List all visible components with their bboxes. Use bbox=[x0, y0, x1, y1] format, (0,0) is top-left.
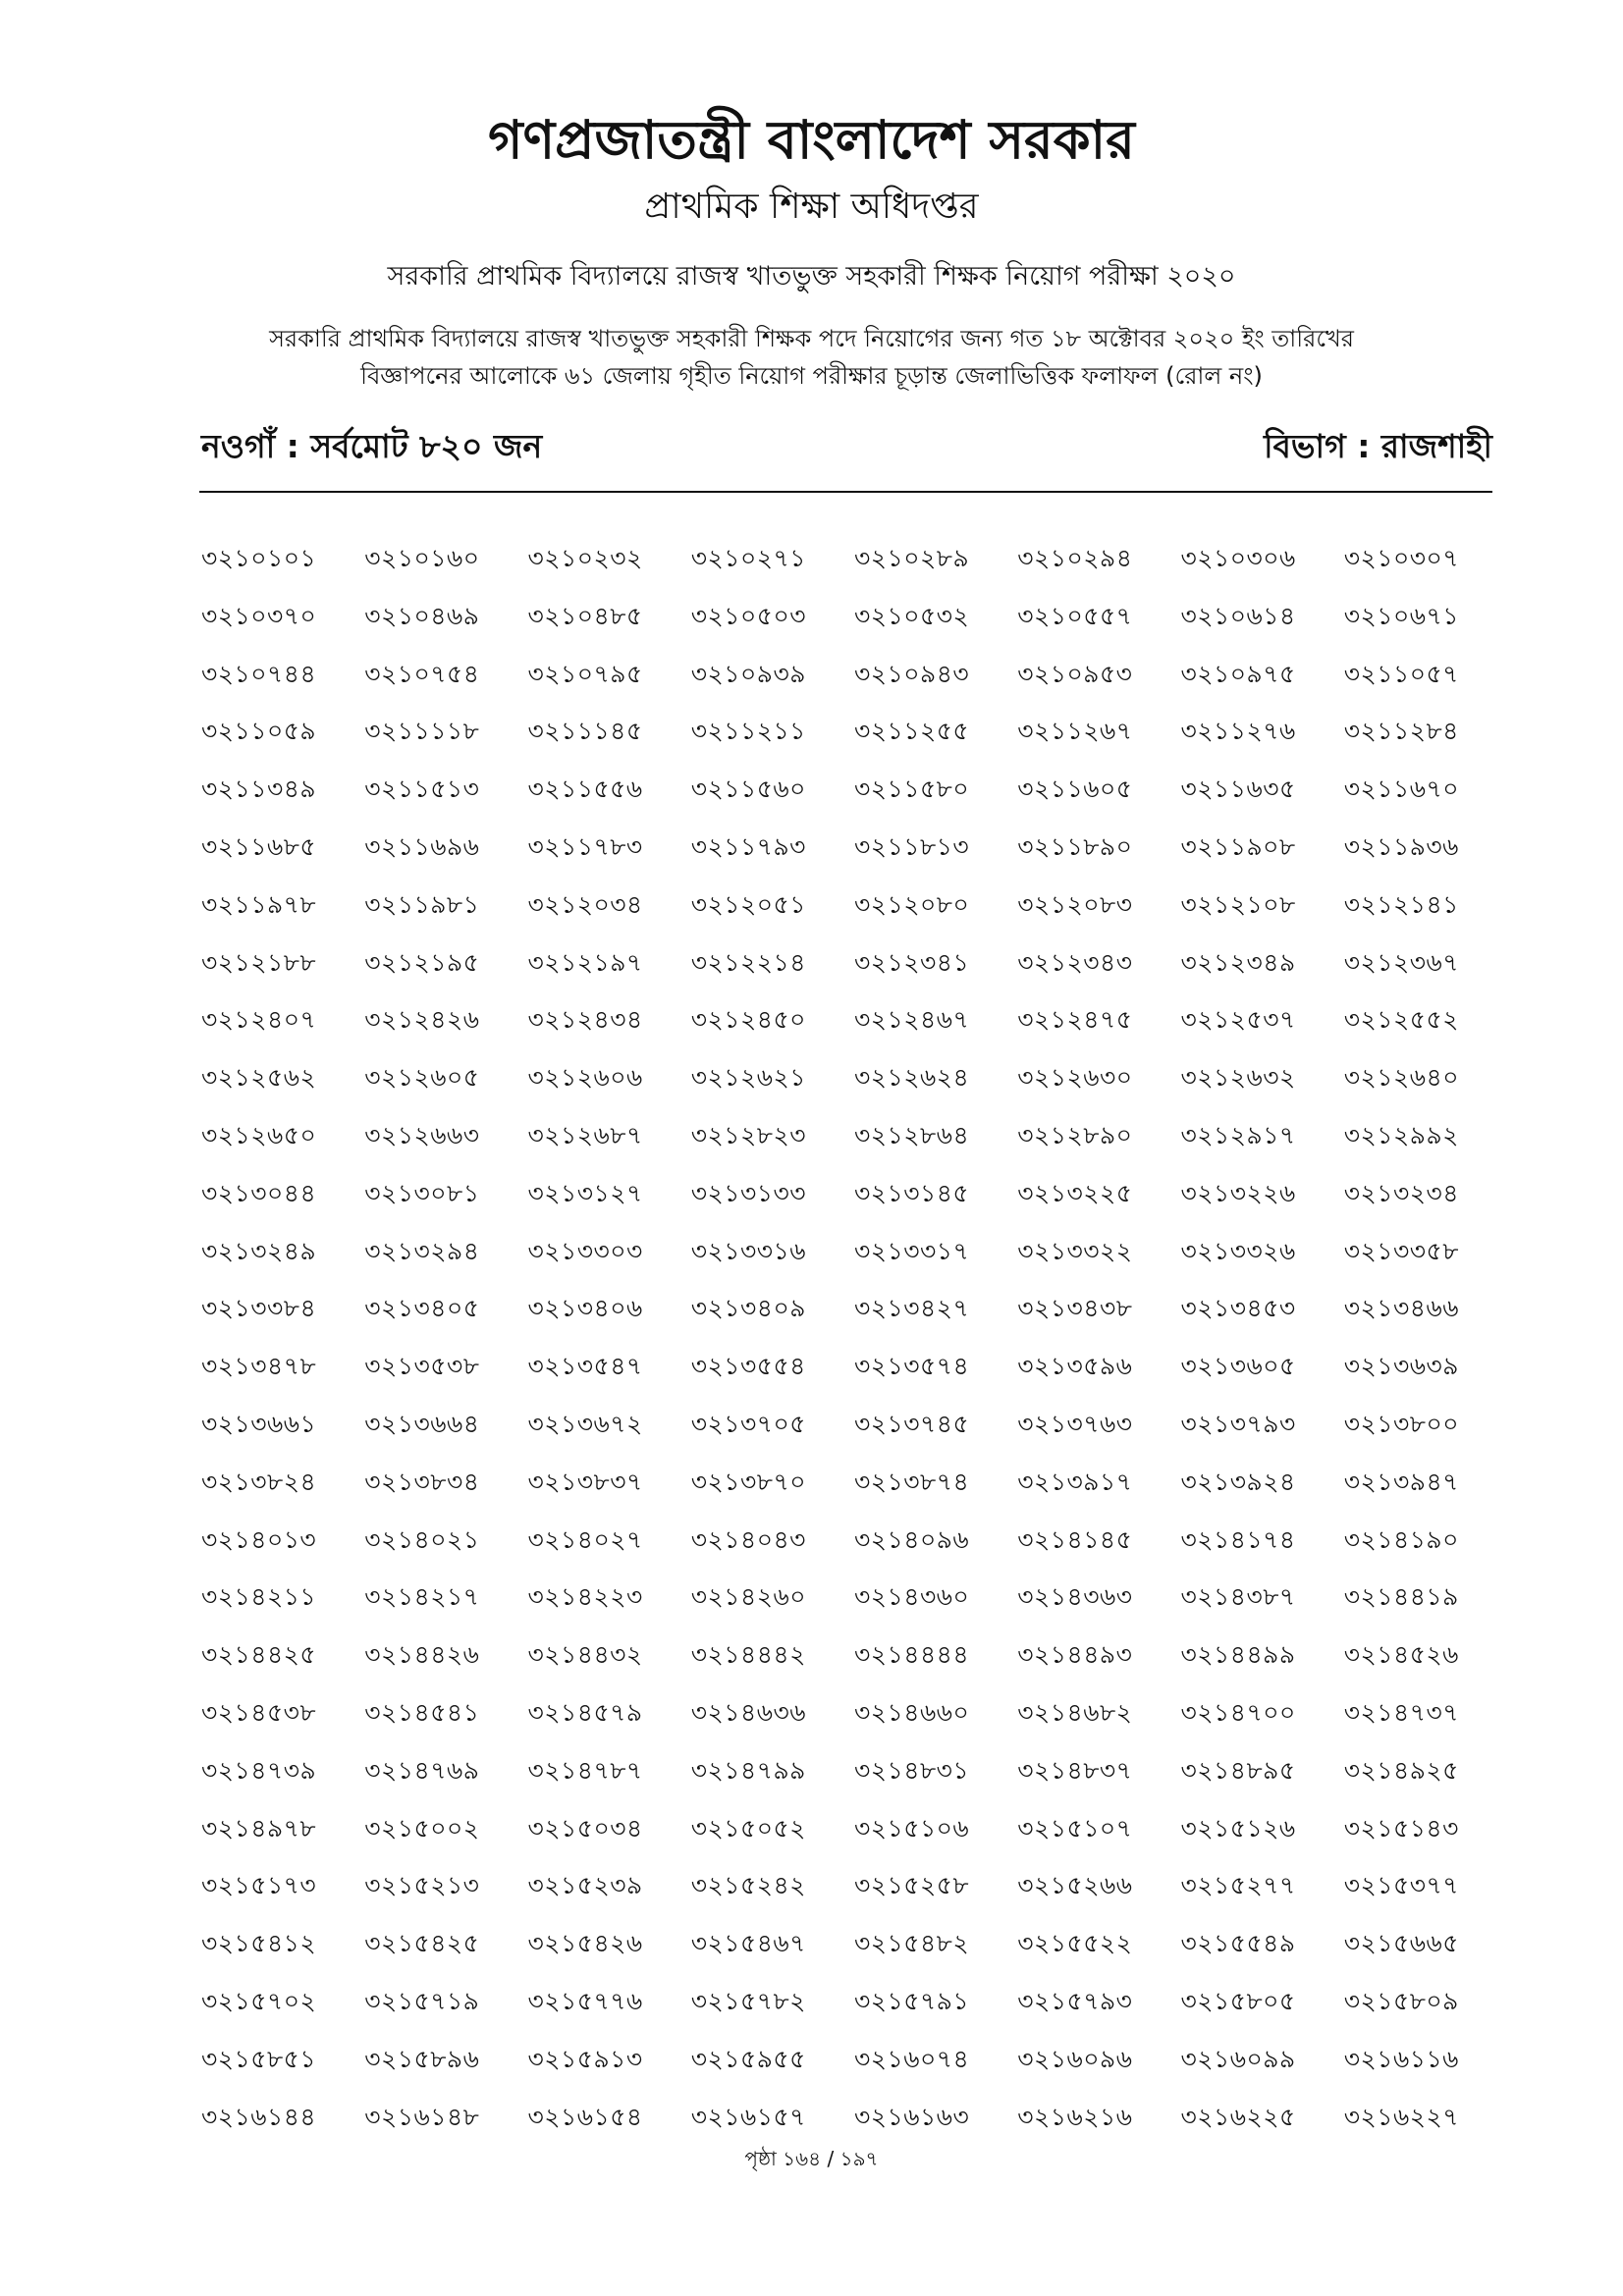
roll-number: ৩২১২৯১৭ bbox=[1180, 1120, 1296, 1149]
roll-number: ৩২১৩৬৬৪ bbox=[364, 1409, 480, 1438]
roll-number: ৩২১৫৯৫৫ bbox=[690, 2044, 806, 2073]
roll-number: ৩২১২৯৯২ bbox=[1343, 1120, 1459, 1149]
roll-number: ৩২১৪৭৬৯ bbox=[364, 1755, 480, 1785]
roll-number: ৩২১৩১৩৩ bbox=[690, 1178, 806, 1207]
roll-number: ৩২১৩৬৬১ bbox=[201, 1409, 317, 1438]
roll-number: ৩২১১৮৯০ bbox=[1017, 831, 1133, 861]
roll-number-grid bbox=[201, 530, 1507, 2146]
page-title: গণপ্রজাতন্ত্রী বাংলাদেশ সরকার bbox=[488, 109, 1135, 171]
roll-number: ৩২১৬২২৫ bbox=[1180, 2102, 1296, 2131]
roll-number: ৩২১৪৫২৬ bbox=[1343, 1640, 1459, 1670]
roll-number: ৩২১৪৯২৫ bbox=[1343, 1755, 1459, 1785]
roll-number: ৩২১৪৭৩৭ bbox=[1343, 1697, 1459, 1727]
roll-number: ৩২১২১০৮ bbox=[1180, 889, 1296, 919]
roll-number: ৩২১৩২৯৪ bbox=[364, 1236, 480, 1265]
roll-number: ৩২১৩৫৫৪ bbox=[690, 1352, 806, 1381]
roll-number: ৩২১২৩৪৩ bbox=[1017, 947, 1133, 977]
roll-number: ৩২১০৬৭১ bbox=[1343, 601, 1459, 630]
roll-number: ৩২১২৪৫০ bbox=[690, 1005, 806, 1035]
roll-number: ৩২১৩৯৪৭ bbox=[1343, 1467, 1459, 1496]
roll-number: ৩২১২৬৬৩ bbox=[364, 1120, 480, 1149]
roll-number: ৩২১৩৩২৬ bbox=[1180, 1236, 1296, 1265]
roll-number: ৩২১৬১৫৭ bbox=[690, 2102, 806, 2131]
roll-number: ৩২১৫৮০৫ bbox=[1180, 1986, 1296, 2015]
roll-number: ৩২১২৪৩৪ bbox=[527, 1005, 643, 1035]
roll-number: ৩২১৩৩৫৮ bbox=[1343, 1236, 1459, 1265]
roll-number: ৩২১১১৪৫ bbox=[527, 717, 643, 746]
roll-number: ৩২১৫২৩৯ bbox=[527, 1871, 643, 1900]
roll-number: ৩২১০৭৯৫ bbox=[527, 659, 643, 688]
roll-number: ৩২১১৭৮৩ bbox=[527, 831, 643, 861]
roll-number: ৩২১৪৭৯৯ bbox=[690, 1755, 806, 1785]
roll-number: ৩২১২০৩৪ bbox=[527, 889, 643, 919]
roll-number: ৩২১৪৯৭৮ bbox=[201, 1813, 317, 1842]
roll-number: ৩২১৫৭৭৬ bbox=[527, 1986, 643, 2015]
roll-number: ৩২১৩৪০৬ bbox=[527, 1294, 643, 1323]
roll-number: ৩২১৬১৪৪ bbox=[201, 2102, 317, 2131]
roll-number: ৩২১৩৩২২ bbox=[1017, 1236, 1133, 1265]
roll-number: ৩২১২৫৬২ bbox=[201, 1063, 317, 1093]
roll-number: ৩২১৪৭৮৭ bbox=[527, 1755, 643, 1785]
roll-number: ৩২১৪৪৩২ bbox=[527, 1640, 643, 1670]
roll-number: ৩২১৫৮০৯ bbox=[1343, 1986, 1459, 2015]
roll-number: ৩২১৩৪০৯ bbox=[690, 1294, 806, 1323]
roll-number: ৩২১২০৫১ bbox=[690, 889, 806, 919]
roll-number: ৩২১৪৪২৬ bbox=[364, 1640, 480, 1670]
roll-number: ৩২১৫৮৯৬ bbox=[364, 2044, 480, 2073]
roll-number: ৩২১২৬৪০ bbox=[1343, 1063, 1459, 1093]
roll-number: ৩২১৫২১৩ bbox=[364, 1871, 480, 1900]
roll-number: ৩২১৩৪৬৬ bbox=[1343, 1294, 1459, 1323]
roll-number: ৩২১২৬৫০ bbox=[201, 1120, 317, 1149]
roll-number: ৩২১৬০৯৯ bbox=[1180, 2044, 1296, 2073]
district-total: নওগাঁ : সর্বমোট ৮২০ জন bbox=[201, 427, 543, 465]
roll-number: ৩২১৫১০৬ bbox=[854, 1813, 970, 1842]
roll-number: ৩২১২৪২৬ bbox=[364, 1005, 480, 1035]
roll-number: ৩২১৫১০৭ bbox=[1017, 1813, 1133, 1842]
roll-number: ৩২১০৩৭০ bbox=[201, 601, 317, 630]
roll-number: ৩২১৩৮৭০ bbox=[690, 1467, 806, 1496]
roll-number: ৩২১৩৩১৬ bbox=[690, 1236, 806, 1265]
roll-number: ৩২১৩৬০৫ bbox=[1180, 1352, 1296, 1381]
roll-number: ৩২১৩২৪৯ bbox=[201, 1236, 317, 1265]
roll-number: ৩২১১৫৮০ bbox=[854, 774, 970, 804]
roll-number: ৩২১৪৪৪৪ bbox=[854, 1640, 970, 1670]
district-header-row bbox=[201, 422, 1492, 471]
roll-number: ৩২১৩৮৭৪ bbox=[854, 1467, 970, 1496]
roll-number: ৩২১৫২৫৮ bbox=[854, 1871, 970, 1900]
roll-number: ৩২১১১১৮ bbox=[364, 717, 480, 746]
roll-number: ৩২১০৯৪৩ bbox=[854, 659, 970, 688]
roll-number: ৩২১১০৫৭ bbox=[1343, 659, 1459, 688]
roll-number: ৩২১৫০০২ bbox=[364, 1813, 480, 1842]
roll-number: ৩২১৪৭৩৯ bbox=[201, 1755, 317, 1785]
roll-number: ৩২১১৯০৮ bbox=[1180, 831, 1296, 861]
roll-number: ৩২১৪৮৩৭ bbox=[1017, 1755, 1133, 1785]
roll-number: ৩২১৩২৩৪ bbox=[1343, 1178, 1459, 1207]
roll-number: ৩২১১৬৩৫ bbox=[1180, 774, 1296, 804]
roll-number: ৩২১০২৭১ bbox=[690, 544, 806, 572]
roll-number: ৩২১১৭৯৩ bbox=[690, 831, 806, 861]
notice-line-1: সরকারি প্রাথমিক বিদ্যালয়ে রাজস্ব খাতভুক্ত সহকারী শিক্ষক পদে নিয়োগের জন্য গত ১৮ অক্টোবর ২০২০ ইং তারিখের bbox=[269, 325, 1354, 352]
roll-number: ৩২১৫৩৭৭ bbox=[1343, 1871, 1459, 1900]
roll-number: ৩২১৫১৭৩ bbox=[201, 1871, 317, 1900]
roll-number: ৩২১০৩০৭ bbox=[1343, 544, 1460, 572]
roll-number: ৩২১১০৫৯ bbox=[201, 717, 317, 746]
roll-number: ৩২১০৭৪৪ bbox=[201, 659, 317, 688]
roll-number: ৩২১২৬৮৭ bbox=[527, 1120, 643, 1149]
roll-number: ৩২১৩২২৬ bbox=[1180, 1178, 1296, 1207]
roll-number: ৩২১১৬০৫ bbox=[1017, 774, 1133, 804]
roll-number: ৩২১৩১২৭ bbox=[527, 1178, 643, 1207]
roll-number: ৩২১৩৩৮৪ bbox=[201, 1294, 317, 1323]
roll-number: ৩২১৬১৪৮ bbox=[364, 2102, 480, 2131]
roll-number: ৩২১১৯৮১ bbox=[364, 889, 480, 919]
roll-number: ৩২১১২৫৫ bbox=[854, 717, 970, 746]
roll-number: ৩২১৫১৪৩ bbox=[1343, 1813, 1459, 1842]
roll-number: ৩২১৪২২৩ bbox=[527, 1582, 643, 1612]
roll-number: ৩২১৬১১৬ bbox=[1343, 2044, 1459, 2073]
roll-number: ৩২১৩১৪৫ bbox=[854, 1178, 970, 1207]
roll-number: ৩২১৩৯২৪ bbox=[1180, 1467, 1296, 1496]
roll-number: ৩২১০৯৫৩ bbox=[1017, 659, 1133, 688]
roll-number: ৩২১৪৩৬০ bbox=[854, 1582, 970, 1612]
roll-number: ৩২১০২৯৪ bbox=[1017, 544, 1133, 572]
roll-number: ৩২১৩৫৭৪ bbox=[854, 1352, 970, 1381]
roll-number: ৩২১৬০৭৪ bbox=[854, 2044, 970, 2073]
roll-number: ৩২১০৫৫৭ bbox=[1017, 601, 1133, 630]
notice-line-2: বিজ্ঞাপনের আলোকে ৬১ জেলায় গৃহীত নিয়োগ পরীক্ষার চূড়ান্ত জেলাভিত্তিক ফলাফল (রোল নং) bbox=[360, 362, 1263, 390]
roll-number: ৩২১৫২৬৬ bbox=[1017, 1871, 1133, 1900]
roll-number: ৩২১৩৮০০ bbox=[1343, 1409, 1459, 1438]
roll-number: ৩২১৩৮৩৭ bbox=[527, 1467, 643, 1496]
roll-number: ৩২১৩০৪৪ bbox=[201, 1178, 317, 1207]
roll-number: ৩২১১৩৪৯ bbox=[201, 774, 317, 804]
roll-number: ৩২১৪২১১ bbox=[201, 1582, 317, 1612]
roll-number: ৩২১৩৭৬৩ bbox=[1017, 1409, 1133, 1438]
roll-number: ৩২১১২১১ bbox=[690, 717, 806, 746]
roll-number: ৩২১৬২২৭ bbox=[1343, 2102, 1460, 2131]
roll-number: ৩২১২৬৩২ bbox=[1180, 1063, 1296, 1093]
roll-number: ৩২১৪০১৩ bbox=[201, 1524, 317, 1554]
roll-number: ৩২১০২৮৯ bbox=[854, 544, 970, 572]
roll-number: ৩২১৩৪২৭ bbox=[854, 1294, 970, 1323]
roll-number: ৩২১৪১৯০ bbox=[1343, 1524, 1459, 1554]
roll-number: ৩২১০৫৩২ bbox=[854, 601, 970, 630]
roll-number: ৩২১৩৫৪৭ bbox=[527, 1352, 643, 1381]
roll-number: ৩২১১২৭৬ bbox=[1180, 717, 1296, 746]
roll-number: ৩২১৩০৮১ bbox=[364, 1178, 480, 1207]
roll-number: ৩২১৪৫৪১ bbox=[364, 1697, 480, 1727]
roll-number: ৩২১৫৭৯৩ bbox=[1017, 1986, 1133, 2015]
roll-number: ৩২১৩৭৯৩ bbox=[1180, 1409, 1296, 1438]
roll-number: ৩২১৩৪৭৮ bbox=[201, 1352, 317, 1381]
roll-number: ৩২১৫২৪২ bbox=[690, 1871, 806, 1900]
roll-number: ৩২১২৩৬৭ bbox=[1343, 947, 1460, 977]
roll-number: ৩২১৫৭০২ bbox=[201, 1986, 317, 2015]
roll-number: ৩২১৫৪২৫ bbox=[364, 1929, 480, 1958]
roll-number: ৩২১৪০৯৬ bbox=[854, 1524, 970, 1554]
roll-number: ৩২১০৯৭৫ bbox=[1180, 659, 1296, 688]
roll-number: ৩২১২২১৪ bbox=[690, 947, 806, 977]
roll-number: ৩২১২৮২৩ bbox=[690, 1120, 806, 1149]
roll-number: ৩২১৫০৩৪ bbox=[527, 1813, 643, 1842]
roll-number: ৩২১১৬৯৬ bbox=[364, 831, 480, 861]
header-divider bbox=[199, 491, 1492, 493]
roll-number: ৩২১৪২৬০ bbox=[690, 1582, 806, 1612]
roll-number: ৩২১৬১৬৩ bbox=[854, 2102, 970, 2131]
roll-number: ৩২১২৩৪১ bbox=[854, 947, 970, 977]
roll-number: ৩২১৫৬৬৫ bbox=[1343, 1929, 1459, 1958]
roll-number: ৩২১০৩০৬ bbox=[1180, 544, 1296, 572]
roll-number: ৩২১৫০৫২ bbox=[690, 1813, 806, 1842]
roll-number: ৩২১৪১৪৫ bbox=[1017, 1524, 1133, 1554]
roll-number: ৩২১৪৬৮২ bbox=[1017, 1697, 1133, 1727]
division-label: বিভাগ : রাজশাহী bbox=[1264, 427, 1492, 465]
roll-number: ৩২১৪১৭৪ bbox=[1180, 1524, 1296, 1554]
roll-number: ৩২১৪৪১৯ bbox=[1343, 1582, 1459, 1612]
roll-number: ৩২১০১০১ bbox=[201, 544, 317, 572]
roll-number: ৩২১০৯৩৯ bbox=[690, 659, 806, 688]
roll-number: ৩২১১৫১৩ bbox=[364, 774, 480, 804]
roll-number: ৩২১৫৭৮২ bbox=[690, 1986, 806, 2015]
roll-number: ৩২১০১৬০ bbox=[364, 544, 480, 572]
roll-number: ৩২১৪৪২৫ bbox=[201, 1640, 317, 1670]
roll-number: ৩২১৩৪০৫ bbox=[364, 1294, 480, 1323]
roll-number: ৩২১২৬২৪ bbox=[854, 1063, 970, 1093]
roll-number: ৩২১২৪০৭ bbox=[201, 1005, 317, 1035]
roll-number: ৩২১১৮১৩ bbox=[854, 831, 970, 861]
roll-number: ৩২১৩৩০৩ bbox=[527, 1236, 643, 1265]
roll-number: ৩২১৩৪৫৩ bbox=[1180, 1294, 1296, 1323]
roll-number: ৩২১৪০৪৩ bbox=[690, 1524, 806, 1554]
roll-number: ৩২১৩৫৯৬ bbox=[1017, 1352, 1133, 1381]
roll-number: ৩২১২০৮৩ bbox=[1017, 889, 1133, 919]
roll-number: ৩২১১৫৫৬ bbox=[527, 774, 643, 804]
roll-number: ৩২১৩৬৭২ bbox=[527, 1409, 643, 1438]
roll-number: ৩২১৪২১৭ bbox=[364, 1582, 480, 1612]
roll-number: ৩২১৪৫৭৯ bbox=[527, 1697, 643, 1727]
roll-number: ৩২১৬০৯৬ bbox=[1017, 2044, 1133, 2073]
roll-number: ৩২১৩৮৩৪ bbox=[364, 1467, 480, 1496]
roll-number: ৩২১৩৮২৪ bbox=[201, 1467, 317, 1496]
roll-number: ৩২১৪৫৩৮ bbox=[201, 1697, 317, 1727]
roll-number: ৩২১২৬০৫ bbox=[364, 1063, 480, 1093]
roll-number: ৩২১৩৭০৫ bbox=[690, 1409, 806, 1438]
roll-number: ৩২১১৫৬০ bbox=[690, 774, 806, 804]
roll-number: ৩২১৪০২১ bbox=[364, 1524, 480, 1554]
roll-number: ৩২১১৬৮৫ bbox=[201, 831, 317, 861]
roll-number: ৩২১৩৯১৭ bbox=[1017, 1467, 1133, 1496]
roll-number: ৩২১১২৮৪ bbox=[1343, 717, 1459, 746]
roll-number: ৩২১০২৩২ bbox=[527, 544, 643, 572]
roll-number: ৩২১০৭৫৪ bbox=[364, 659, 480, 688]
roll-number: ৩২১৫৫৪৯ bbox=[1180, 1929, 1296, 1958]
roll-number: ৩২১৫৪৬৭ bbox=[690, 1929, 806, 1958]
roll-number: ৩২১৪৩৬৩ bbox=[1017, 1582, 1133, 1612]
roll-number: ৩২১৪৪৯৩ bbox=[1017, 1640, 1133, 1670]
roll-number: ৩২১৬১৫৪ bbox=[527, 2102, 643, 2131]
roll-number: ৩২১৪০২৭ bbox=[527, 1524, 643, 1554]
roll-number: ৩২১৩৬৩৯ bbox=[1343, 1352, 1459, 1381]
roll-number: ৩২১১২৬৭ bbox=[1017, 717, 1133, 746]
roll-number: ৩২১৩৭৪৫ bbox=[854, 1409, 970, 1438]
roll-number: ৩২১২১৪১ bbox=[1343, 889, 1459, 919]
roll-number: ৩২১৫৪৮২ bbox=[854, 1929, 970, 1958]
roll-number: ৩২১২৫৫২ bbox=[1343, 1005, 1459, 1035]
roll-number: ৩২১০৬১৪ bbox=[1180, 601, 1296, 630]
roll-number: ৩২১৫১২৬ bbox=[1180, 1813, 1296, 1842]
roll-number: ৩২১১৬৭০ bbox=[1343, 774, 1459, 804]
roll-number: ৩২১৩২২৫ bbox=[1017, 1178, 1133, 1207]
roll-number: ৩২১২০৮০ bbox=[854, 889, 970, 919]
roll-number: ৩২১৫৭১৯ bbox=[364, 1986, 480, 2015]
roll-number: ৩২১২৬০৬ bbox=[527, 1063, 643, 1093]
roll-number: ৩২১৩৩১৭ bbox=[854, 1236, 970, 1265]
roll-number: ৩২১৩৫৩৮ bbox=[364, 1352, 480, 1381]
roll-number: ৩২১০৪৮৫ bbox=[527, 601, 643, 630]
exam-name: সরকারি প্রাথমিক বিদ্যালয়ে রাজস্ব খাতভুক্ত সহকারী শিক্ষক নিয়োগ পরীক্ষা ২০২০ bbox=[387, 261, 1236, 292]
roll-number: ৩২১৪৪৯৯ bbox=[1180, 1640, 1296, 1670]
roll-number: ৩২১৪৩৮৭ bbox=[1180, 1582, 1296, 1612]
roll-number: ৩২১৪৭০০ bbox=[1180, 1697, 1296, 1727]
roll-number: ৩২১০৫০৩ bbox=[690, 601, 806, 630]
roll-number: ৩২১৫৫২২ bbox=[1017, 1929, 1133, 1958]
roll-number: ৩২১৪৮৩১ bbox=[854, 1755, 970, 1785]
roll-number: ৩২১৩৪৩৮ bbox=[1017, 1294, 1133, 1323]
roll-number: ৩২১৪৮৯৫ bbox=[1180, 1755, 1296, 1785]
notice-text bbox=[196, 320, 1427, 395]
roll-number: ৩২১২৩৪৯ bbox=[1180, 947, 1296, 977]
roll-number: ৩২১২৪৭৫ bbox=[1017, 1005, 1133, 1035]
roll-number: ৩২১১৯৩৬ bbox=[1343, 831, 1459, 861]
roll-number: ৩২১৬২১৬ bbox=[1017, 2102, 1133, 2131]
roll-number: ৩২১২১৮৮ bbox=[201, 947, 317, 977]
roll-number: ৩২১২৪৬৭ bbox=[854, 1005, 970, 1035]
roll-number: ৩২১৪৪৪২ bbox=[690, 1640, 806, 1670]
roll-number: ৩২১৫৭৯১ bbox=[854, 1986, 970, 2015]
roll-number: ৩২১২৮৬৪ bbox=[854, 1120, 970, 1149]
roll-number: ৩২১২৬৩০ bbox=[1017, 1063, 1133, 1093]
roll-number: ৩২১৫৯১৩ bbox=[527, 2044, 643, 2073]
roll-number: ৩২১২৫৩৭ bbox=[1180, 1005, 1296, 1035]
roll-number: ৩২১২১৯৭ bbox=[527, 947, 643, 977]
roll-number: ৩২১৪৬৬০ bbox=[854, 1697, 970, 1727]
roll-number: ৩২১৫৪১২ bbox=[201, 1929, 317, 1958]
roll-number: ৩২১২৬২১ bbox=[690, 1063, 806, 1093]
roll-number: ৩২১৫২৭৭ bbox=[1180, 1871, 1296, 1900]
roll-number: ৩২১৫৮৫১ bbox=[201, 2044, 317, 2073]
roll-number: ৩২১২১৯৫ bbox=[364, 947, 480, 977]
roll-number: ৩২১৪৬৩৬ bbox=[690, 1697, 806, 1727]
page-number: পৃষ্ঠা ১৬৪ / ১৯৭ bbox=[744, 2147, 879, 2170]
roll-number: ৩২১১৯৭৮ bbox=[201, 889, 317, 919]
roll-number: ৩২১২৮৯০ bbox=[1017, 1120, 1133, 1149]
roll-number: ৩২১০৪৬৯ bbox=[364, 601, 480, 630]
roll-number: ৩২১৫৪২৬ bbox=[527, 1929, 643, 1958]
page-subtitle: প্রাথমিক শিক্ষা অধিদপ্তর bbox=[644, 187, 979, 227]
